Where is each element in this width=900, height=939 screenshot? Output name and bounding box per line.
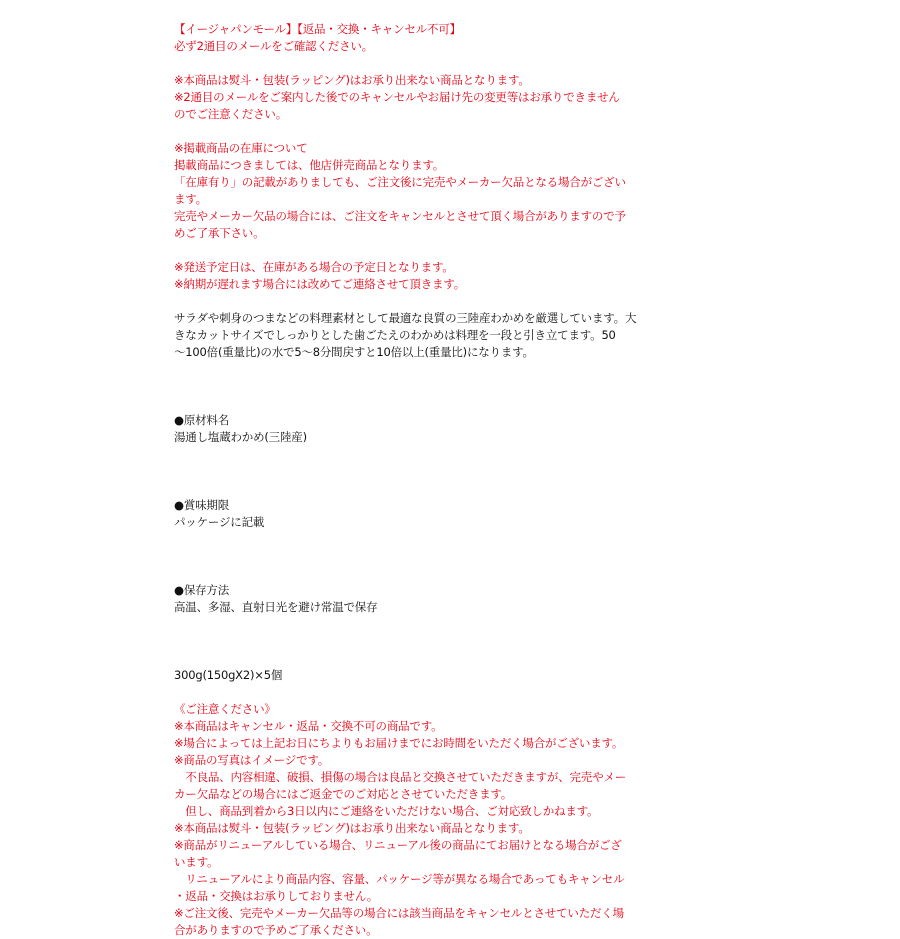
blank-line [174, 378, 714, 395]
text-line: ※本商品は熨斗・包装(ラッピング)はお承り出来ない商品となります。 [174, 73, 530, 87]
info-section [174, 497, 714, 531]
spacer [174, 242, 714, 259]
text-line: ※掲載商品の在庫について [174, 141, 308, 155]
blank-line [174, 123, 714, 140]
notice-section [174, 21, 714, 55]
blank-line [174, 395, 714, 412]
spacer [174, 616, 714, 667]
text-line: ※本商品は熨斗・包装(ラッピング)はお承り出来ない商品となります。 [174, 821, 530, 835]
blank-line [174, 548, 714, 565]
blank-line [174, 531, 714, 548]
blank-line [174, 463, 714, 480]
blank-line [174, 446, 714, 463]
text-line: めご了承下さい。 [174, 226, 265, 240]
text-line: 《ご注意ください》 [174, 702, 276, 716]
text-line: ・返品・交換はお承りしておりません。 [174, 889, 379, 903]
text-line: リニューアルにより商品内容、容量、パッケージ等が異なる場合であってもキャンセル [174, 872, 625, 886]
spacer [174, 684, 714, 701]
notice-section [174, 140, 714, 242]
text-line: ※商品がリニューアルしている場合、リニューアル後の商品にてお届けとなる場合がござ [174, 838, 622, 852]
blank-line [174, 293, 714, 310]
blank-line [174, 650, 714, 667]
blank-line [174, 55, 714, 72]
text-line: 合がありますので予めご了承ください。 [174, 923, 378, 937]
notice-section [174, 259, 714, 293]
text-line: 不良品、内容相違、破損、損傷の場合は良品と交換させていただきますが、完売やメー [174, 770, 626, 784]
text-line: ●原材料名 [174, 413, 230, 427]
info-section [174, 582, 714, 616]
spacer [174, 361, 714, 412]
text-line: 300g(150gX2)×5個 [174, 668, 283, 682]
text-line: 但し、商品到着から3日以内にご連絡をいただけない場合、ご対応致しかねます。 [174, 804, 599, 818]
blank-line [174, 565, 714, 582]
text-line: 【イージャパンモール】【返品・交換・キャンセル不可】 [174, 22, 461, 36]
spacer [174, 531, 714, 582]
text-line: きなカットサイズでしっかりとした歯ごたえのわかめは料理を一段と引き立てます。50 [174, 328, 616, 342]
spacer [174, 55, 714, 72]
text-line: パッケージに記載 [174, 515, 265, 529]
text-line: 完売やメーカー欠品の場合には、ご注文をキャンセルとさせて頂く場合がありますので予 [174, 209, 626, 223]
text-line: ※本商品はキャンセル・返品・交換不可の商品です。 [174, 719, 443, 733]
notice-section [174, 72, 714, 123]
text-line: ※2通目のメールをご案内した後でのキャンセルやお届け先の変更等はお承りできません [174, 90, 620, 104]
product-description [174, 21, 714, 939]
text-line: ※ご注文後、完売やメーカー欠品等の場合には該当商品をキャンセルとさせていただく場 [174, 906, 624, 920]
blank-line [174, 616, 714, 633]
text-line: 〜100倍(重量比)の水で5〜8分間戻すと10倍以上(重量比)になります。 [174, 345, 534, 359]
text-line: 湯通し塩蔵わかめ(三陸産) [174, 430, 307, 444]
text-line: のでご注意ください。 [174, 107, 287, 121]
blank-line [174, 361, 714, 378]
notice-section [174, 701, 714, 939]
spacer [174, 293, 714, 310]
blank-line [174, 684, 714, 701]
text-line: ●賞味期限 [174, 498, 230, 512]
info-section [174, 412, 714, 446]
text-line: 必ず2通目のメールをご確認ください。 [174, 39, 373, 53]
spacer [174, 446, 714, 497]
text-line: ※納期が遅れます場合には改めてご連絡させて頂きます。 [174, 277, 466, 291]
info-section [174, 667, 714, 684]
blank-line [174, 242, 714, 259]
spacer [174, 123, 714, 140]
text-line: 「在庫有り」の記載がありましても、ご注文後に完売やメーカー欠品となる場合がござい [174, 175, 626, 189]
info-section [174, 310, 714, 361]
text-line: 高温、多湿、直射日光を避け常温で保存 [174, 600, 378, 614]
blank-line [174, 480, 714, 497]
blank-line [174, 633, 714, 650]
text-line: 掲載商品につきましては、他店併売商品となります。 [174, 158, 445, 172]
text-line: います。 [174, 855, 219, 869]
text-line: ●保存方法 [174, 583, 230, 597]
text-line: ※発送予定日は、在庫がある場合の予定日となります。 [174, 260, 454, 274]
text-line: ※場合によっては上記お日にちよりもお届けまでにお時間をいただく場合がございます。 [174, 736, 624, 750]
text-line: ます。 [174, 192, 207, 206]
text-line: カー欠品などの場合にはご返金でのご対応とさせていただきます。 [174, 787, 513, 801]
text-line: サラダや刺身のつまなどの料理素材として最適な良質の三陸産わかめを厳選しています。大 [174, 311, 637, 325]
text-line: ※商品の写真はイメージです。 [174, 753, 330, 767]
